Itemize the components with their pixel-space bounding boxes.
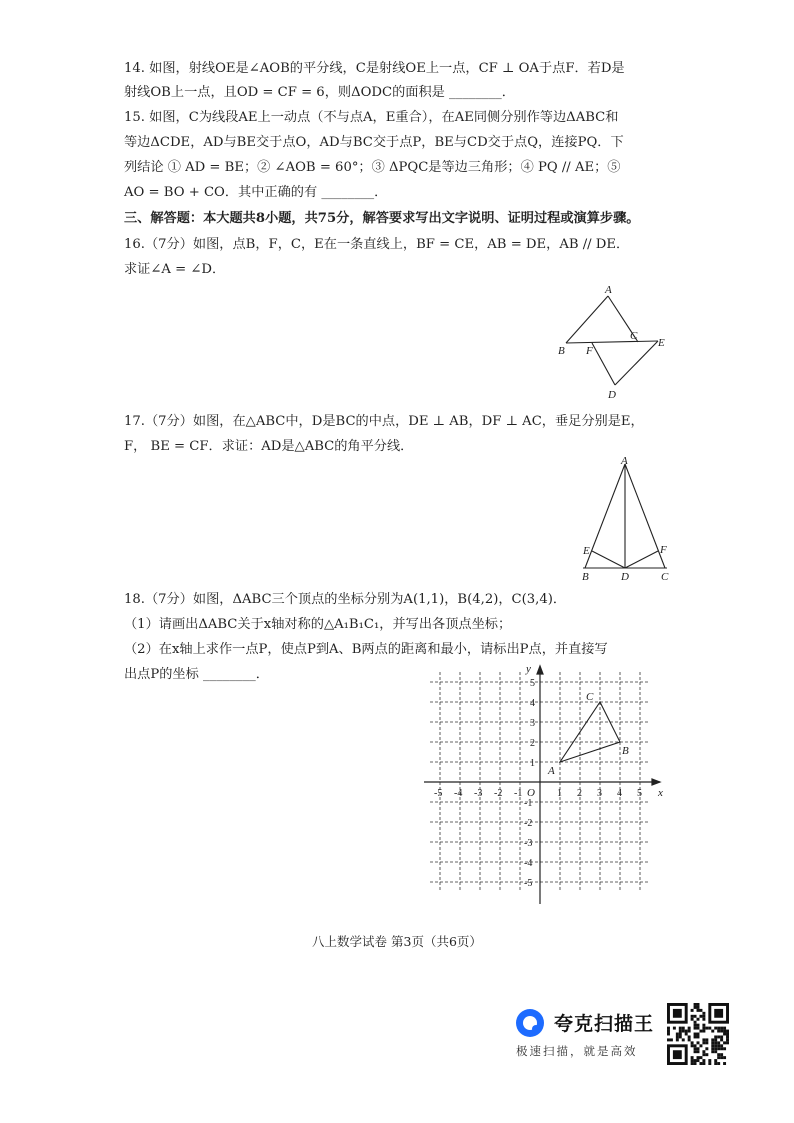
q15-line-4: AO = BO + CO．其中正确的有 ________．: [124, 185, 388, 200]
y-tick-label: 2: [530, 738, 535, 749]
brand-name: 夸克扫描王: [554, 1013, 655, 1035]
y-tick-label: 4: [530, 698, 535, 709]
scanner-watermark: [514, 1005, 664, 1065]
page-footer: 八上数学试卷 第3页（共6页）: [312, 934, 482, 949]
x-tick-label: -4: [454, 788, 463, 799]
q17-figure: [575, 452, 675, 586]
q15-line-1: 15. 如图，C为线段AE上一动点（不与点A，E重合），在AE同侧分别作等边ΔABC和: [124, 110, 619, 125]
y-tick-label: -3: [524, 838, 533, 849]
x-tick-label: -1: [514, 788, 523, 799]
y-axis-label: y: [526, 663, 531, 675]
q16-line-2: 求证∠A = ∠D．: [124, 262, 226, 277]
q16-label-f: F: [586, 345, 593, 357]
y-tick-label: 5: [530, 678, 535, 689]
brand-slogan: 极速扫描，就是高效: [516, 1044, 638, 1058]
q16-label-d: D: [608, 389, 616, 400]
q17-label-a: A: [621, 455, 628, 467]
q16-line-1: 16.（7分）如图，点B，F，C，E在一条直线上，BF = CE，AB = DE，AB // DE．: [124, 237, 630, 252]
q15-line-3: 列结论 ① AD = BE；② ∠AOB = 60°；③ ΔPQC是等边三角形；④ PQ // AE；⑤: [124, 160, 621, 175]
y-tick-label: -5: [524, 878, 533, 889]
q16-label-c: C: [630, 330, 638, 342]
q17-label-d: D: [621, 571, 629, 583]
q16-label-b: B: [558, 345, 565, 357]
y-tick-label: -2: [524, 818, 533, 829]
vertex-label-b: B: [622, 745, 629, 757]
q17-label-c: C: [661, 571, 669, 583]
q17-line-1: 17.（7分）如图，在△ABC中，D是BC的中点，DE ⊥ AB，DF ⊥ AC，垂足分别是E，: [124, 414, 644, 429]
q17-label-e: E: [583, 545, 590, 557]
x-tick-label: 3: [597, 788, 602, 799]
qr-code-icon: [667, 1003, 729, 1065]
q18-coordinate-grid: [420, 660, 670, 908]
y-tick-label: 3: [530, 718, 535, 729]
q18-line-2: （1）请画出ΔABC关于x轴对称的△A₁B₁C₁，并写出各顶点坐标；: [124, 617, 512, 632]
q16-label-a: A: [605, 284, 612, 296]
origin-label: O: [527, 787, 535, 799]
q17-line-2: F， BE = CF．求证：AD是△ABC的角平分线．: [124, 439, 414, 454]
q18-line-4: 出点P的坐标 ________．: [124, 667, 269, 682]
y-tick-label: 1: [530, 758, 535, 769]
q16-label-e: E: [658, 337, 665, 349]
x-axis-label: x: [658, 787, 663, 799]
x-tick-label: 2: [577, 788, 582, 799]
q17-label-f: F: [660, 544, 667, 556]
x-tick-label: 5: [637, 788, 642, 799]
q16-figure: [550, 280, 680, 400]
x-tick-label: -2: [494, 788, 503, 799]
q14-line-1: 14. 如图，射线OE是∠AOB的平分线，C是射线OE上一点，CF ⊥ OA于点F．若D是: [124, 61, 625, 76]
section-3-heading: 三、解答题：本大题共8小题，共75分，解答要求写出文字说明、证明过程或演算步骤。: [124, 211, 640, 226]
q15-line-2: 等边ΔCDE，AD与BE交于点O，AD与BC交于点P，BE与CD交于点Q，连接PQ．下: [124, 135, 624, 150]
vertex-label-c: C: [586, 691, 594, 703]
x-tick-label: -3: [474, 788, 483, 799]
x-tick-label: 4: [617, 788, 622, 799]
y-tick-label: -1: [524, 798, 533, 809]
q18-line-1: 18.（7分）如图，ΔABC三个顶点的坐标分别为A(1,1)，B(4,2)，C(3,4)．: [124, 592, 567, 607]
q14-line-2: 射线OB上一点，且OD = CF = 6，则ΔODC的面积是 ________．: [124, 85, 515, 100]
q17-label-b: B: [582, 571, 589, 583]
triangle-abc: [560, 702, 620, 762]
x-tick-label: 1: [557, 788, 562, 799]
x-tick-label: -5: [434, 788, 443, 799]
q18-line-3: （2）在x轴上求作一点P，使点P到A、B两点的距离和最小，请标出P点，并直接写: [124, 642, 608, 657]
vertex-label-a: A: [548, 765, 555, 777]
y-tick-label: -4: [524, 858, 533, 869]
quark-logo-icon: [514, 1007, 546, 1039]
